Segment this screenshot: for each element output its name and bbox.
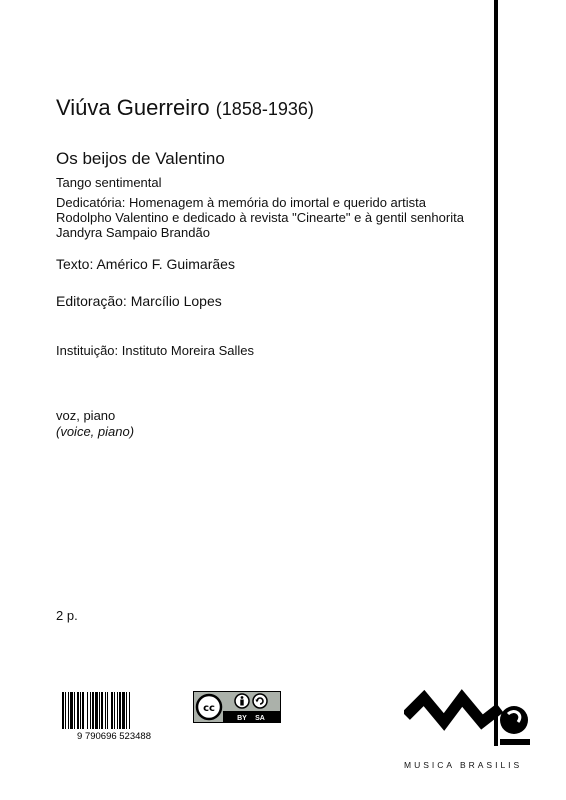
dedication [56,195,486,240]
composer-heading [56,95,314,121]
composer-years: (1858-1936) [215,99,314,119]
license-sa: SA [255,715,265,722]
dedication-line: Dedicatória: Homenagem à memória do imortal e querido artista [56,195,426,210]
dedication-line: Rodolpho Valentino e dedicado à revista "Cinearte" e à gentil senhorita [56,210,464,225]
musica-brasilis-logo [404,686,532,748]
editor-credit: Editoração: Marcílio Lopes [56,293,222,309]
svg-text:cc: cc [203,703,215,714]
instrumentation-pt: voz, piano [56,408,116,423]
lyricist-credit: Texto: Américo F. Guimarães [56,256,235,272]
institution-credit: Instituição: Instituto Moreira Salles [56,343,254,358]
cc-by-sa-badge [193,691,281,723]
page-count: 2 p. [56,608,78,623]
vertical-rule [494,0,498,746]
barcode-digits: 9 790696 523488 [77,731,151,740]
publisher-name: MUSICA BRASILIS [404,760,523,770]
composer-name: Viúva Guerreiro [56,95,210,120]
barcode [54,690,174,740]
work-subtitle: Tango sentimental [56,175,162,190]
attribution-icon [235,694,249,708]
instrumentation [56,408,134,440]
share-alike-icon [253,694,267,708]
barcode-bars [62,692,130,729]
work-title: Os beijos de Valentino [56,149,225,168]
instrumentation-en: (voice, piano) [56,424,135,439]
dedication-line: Jandyra Sampaio Brandão [56,225,210,240]
cc-icon [197,695,221,719]
license-by: BY [237,715,247,722]
